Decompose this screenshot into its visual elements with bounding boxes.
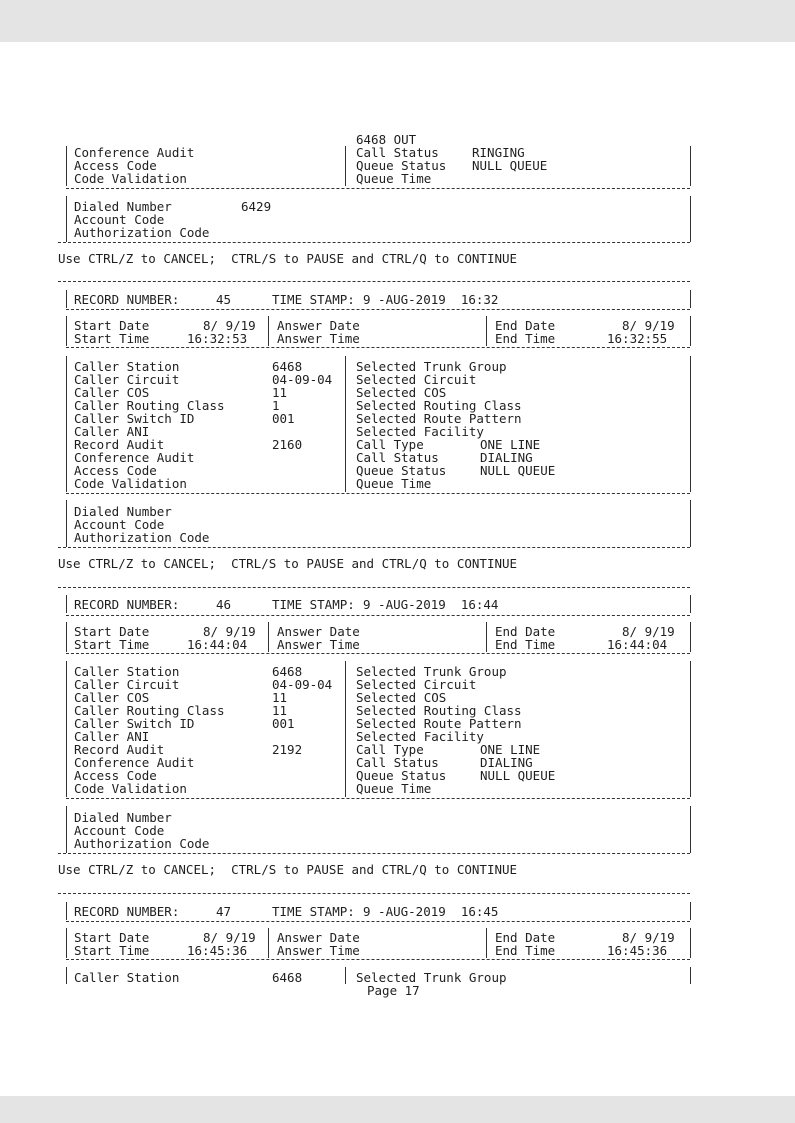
end-date-value: 8/ 9/19 bbox=[622, 624, 675, 639]
caller-switch-id-value: 001 bbox=[272, 411, 295, 426]
border-left bbox=[66, 902, 67, 920]
border-left bbox=[66, 928, 67, 958]
queue-status-label: Queue Status bbox=[356, 158, 447, 173]
queue-time-label: Queue Time bbox=[356, 476, 432, 491]
column-divider bbox=[486, 316, 487, 346]
account-code-label: Account Code bbox=[74, 517, 165, 532]
column-divider bbox=[268, 316, 269, 346]
border-right bbox=[690, 500, 691, 547]
continue-prompt: Use CTRL/Z to CANCEL; CTRL/S to PAUSE and CTRL/Q to CONTINUE bbox=[58, 556, 518, 571]
record-number-value: 47 bbox=[216, 904, 232, 919]
start-time-label: Start Time bbox=[74, 331, 150, 346]
time-stamp-value: 9 -AUG-2019 16:32 bbox=[363, 292, 499, 307]
code-validation-label: Code Validation bbox=[74, 476, 187, 491]
call-status-label: Call Status bbox=[356, 755, 439, 770]
end-time-label: End Time bbox=[495, 331, 556, 346]
selected-trunk-group-label: Selected Trunk Group bbox=[356, 359, 507, 374]
column-divider bbox=[486, 928, 487, 958]
time-stamp-label: TIME STAMP: bbox=[272, 597, 355, 612]
selected-circuit-label: Selected Circuit bbox=[356, 372, 477, 387]
queue-status-value: NULL QUEUE bbox=[480, 463, 556, 478]
page-number: Page 17 bbox=[367, 983, 420, 998]
record-number-label: RECORD NUMBER: bbox=[74, 292, 180, 307]
access-code-label: Access Code bbox=[74, 158, 157, 173]
authorization-code-label: Authorization Code bbox=[74, 225, 210, 240]
caller-cos-label: Caller COS bbox=[74, 690, 150, 705]
start-date-value: 8/ 9/19 bbox=[203, 318, 256, 333]
time-stamp-label: TIME STAMP: bbox=[272, 904, 355, 919]
selected-circuit-label: Selected Circuit bbox=[356, 677, 477, 692]
answer-date-label: Answer Date bbox=[277, 624, 360, 639]
caller-ani-label: Caller ANI bbox=[74, 729, 150, 744]
divider bbox=[66, 309, 690, 310]
selected-cos-label: Selected COS bbox=[356, 690, 447, 705]
queue-status-label: Queue Status bbox=[356, 463, 447, 478]
conference-audit-label: Conference Audit bbox=[74, 145, 195, 160]
caller-circuit-label: Caller Circuit bbox=[74, 677, 180, 692]
continue-prompt: Use CTRL/Z to CANCEL; CTRL/S to PAUSE and CTRL/Q to CONTINUE bbox=[58, 251, 518, 266]
start-time-value: 16:32:53 bbox=[187, 331, 248, 346]
access-code-label: Access Code bbox=[74, 463, 157, 478]
border-right bbox=[690, 622, 691, 652]
start-time-value: 16:45:36 bbox=[187, 943, 248, 958]
border-left bbox=[66, 622, 67, 652]
border-right bbox=[690, 928, 691, 958]
record-number-label: RECORD NUMBER: bbox=[74, 904, 180, 919]
caller-routing-class-label: Caller Routing Class bbox=[74, 703, 225, 718]
caller-circuit-value: 04-09-04 bbox=[272, 372, 333, 387]
border-left bbox=[66, 661, 67, 797]
border-right bbox=[690, 661, 691, 797]
end-time-value: 16:44:04 bbox=[607, 637, 668, 652]
answer-date-label: Answer Date bbox=[277, 930, 360, 945]
border-left bbox=[66, 290, 67, 308]
start-date-label: Start Date bbox=[74, 624, 150, 639]
caller-switch-id-label: Caller Switch ID bbox=[74, 716, 195, 731]
record-number-label: RECORD NUMBER: bbox=[74, 597, 180, 612]
call-status-label: Call Status bbox=[356, 145, 439, 160]
column-divider bbox=[486, 622, 487, 652]
answer-time-label: Answer Time bbox=[277, 331, 360, 346]
end-date-value: 8/ 9/19 bbox=[622, 930, 675, 945]
border-right bbox=[690, 290, 691, 308]
call-type-label: Call Type bbox=[356, 437, 424, 452]
caller-cos-value: 11 bbox=[272, 690, 288, 705]
border-right bbox=[690, 316, 691, 346]
caller-station-value: 6468 bbox=[272, 359, 303, 374]
answer-time-label: Answer Time bbox=[277, 637, 360, 652]
caller-routing-class-value: 1 bbox=[272, 398, 280, 413]
selected-trunk-group-label: Selected Trunk Group bbox=[356, 970, 507, 985]
border-left bbox=[66, 500, 67, 547]
account-code-label: Account Code bbox=[74, 823, 165, 838]
divider bbox=[66, 615, 690, 616]
dialed-number-label: Dialed Number bbox=[74, 810, 172, 825]
facility-value: 6468 OUT bbox=[356, 132, 417, 147]
column-divider bbox=[268, 622, 269, 652]
divider bbox=[66, 959, 690, 960]
column-divider bbox=[345, 146, 346, 186]
divider bbox=[66, 798, 690, 799]
caller-routing-class-value: 11 bbox=[272, 703, 288, 718]
continue-prompt: Use CTRL/Z to CANCEL; CTRL/S to PAUSE and CTRL/Q to CONTINUE bbox=[58, 862, 518, 877]
start-time-label: Start Time bbox=[74, 943, 150, 958]
record-audit-value: 2160 bbox=[272, 437, 303, 452]
selected-trunk-group-label: Selected Trunk Group bbox=[356, 664, 507, 679]
caller-station-value: 6468 bbox=[272, 664, 303, 679]
end-date-label: End Date bbox=[495, 930, 556, 945]
border-left bbox=[66, 146, 67, 186]
start-time-value: 16:44:04 bbox=[187, 637, 248, 652]
caller-circuit-label: Caller Circuit bbox=[74, 372, 180, 387]
selected-facility-label: Selected Facility bbox=[356, 729, 484, 744]
code-validation-label: Code Validation bbox=[74, 781, 187, 796]
queue-status-value: NULL QUEUE bbox=[472, 158, 548, 173]
record-number-value: 45 bbox=[216, 292, 232, 307]
selected-routing-class-label: Selected Routing Class bbox=[356, 703, 522, 718]
end-time-value: 16:32:55 bbox=[607, 331, 668, 346]
column-divider bbox=[268, 928, 269, 958]
border-left bbox=[66, 967, 67, 984]
record-number-value: 46 bbox=[216, 597, 232, 612]
caller-cos-value: 11 bbox=[272, 385, 288, 400]
column-divider bbox=[345, 967, 346, 984]
start-date-label: Start Date bbox=[74, 318, 150, 333]
border-right bbox=[690, 146, 691, 186]
divider bbox=[66, 921, 690, 922]
time-stamp-value: 9 -AUG-2019 16:44 bbox=[363, 597, 499, 612]
call-type-value: ONE LINE bbox=[480, 742, 541, 757]
selected-route-pattern-label: Selected Route Pattern bbox=[356, 411, 522, 426]
call-status-value: RINGING bbox=[472, 145, 525, 160]
queue-status-label: Queue Status bbox=[356, 768, 447, 783]
column-divider bbox=[345, 661, 346, 797]
selected-facility-label: Selected Facility bbox=[356, 424, 484, 439]
call-type-label: Call Type bbox=[356, 742, 424, 757]
divider bbox=[66, 188, 690, 189]
divider bbox=[58, 547, 690, 548]
queue-status-value: NULL QUEUE bbox=[480, 768, 556, 783]
border-left bbox=[66, 316, 67, 346]
answer-date-label: Answer Date bbox=[277, 318, 360, 333]
start-date-label: Start Date bbox=[74, 930, 150, 945]
caller-cos-label: Caller COS bbox=[74, 385, 150, 400]
record-audit-label: Record Audit bbox=[74, 437, 165, 452]
border-left bbox=[66, 356, 67, 492]
answer-time-label: Answer Time bbox=[277, 943, 360, 958]
queue-time-label: Queue Time bbox=[356, 781, 432, 796]
end-date-value: 8/ 9/19 bbox=[622, 318, 675, 333]
call-status-value: DIALING bbox=[480, 450, 533, 465]
divider bbox=[66, 653, 690, 654]
authorization-code-label: Authorization Code bbox=[74, 836, 210, 851]
caller-circuit-value: 04-09-04 bbox=[272, 677, 333, 692]
conference-audit-label: Conference Audit bbox=[74, 755, 195, 770]
divider bbox=[58, 242, 690, 243]
time-stamp-value: 9 -AUG-2019 16:45 bbox=[363, 904, 499, 919]
border-right bbox=[690, 356, 691, 492]
caller-station-label: Caller Station bbox=[74, 664, 180, 679]
account-code-label: Account Code bbox=[74, 212, 165, 227]
column-divider bbox=[345, 356, 346, 492]
caller-station-label: Caller Station bbox=[74, 970, 180, 985]
dialed-number-value: 6429 bbox=[241, 199, 272, 214]
end-time-label: End Time bbox=[495, 637, 556, 652]
caller-station-label: Caller Station bbox=[74, 359, 180, 374]
start-date-value: 8/ 9/19 bbox=[203, 930, 256, 945]
authorization-code-label: Authorization Code bbox=[74, 530, 210, 545]
end-date-label: End Date bbox=[495, 318, 556, 333]
time-stamp-label: TIME STAMP: bbox=[272, 292, 355, 307]
border-right bbox=[690, 595, 691, 613]
end-time-label: End Time bbox=[495, 943, 556, 958]
queue-time-label: Queue Time bbox=[356, 171, 432, 186]
border-left bbox=[66, 595, 67, 613]
top-scan-border bbox=[0, 0, 795, 42]
conference-audit-label: Conference Audit bbox=[74, 450, 195, 465]
divider bbox=[66, 493, 690, 494]
call-type-value: ONE LINE bbox=[480, 437, 541, 452]
caller-switch-id-label: Caller Switch ID bbox=[74, 411, 195, 426]
divider bbox=[58, 893, 690, 894]
selected-cos-label: Selected COS bbox=[356, 385, 447, 400]
end-date-label: End Date bbox=[495, 624, 556, 639]
border-left bbox=[66, 196, 67, 242]
call-status-label: Call Status bbox=[356, 450, 439, 465]
start-time-label: Start Time bbox=[74, 637, 150, 652]
border-left bbox=[66, 806, 67, 853]
end-time-value: 16:45:36 bbox=[607, 943, 668, 958]
caller-ani-label: Caller ANI bbox=[74, 424, 150, 439]
selected-route-pattern-label: Selected Route Pattern bbox=[356, 716, 522, 731]
record-audit-label: Record Audit bbox=[74, 742, 165, 757]
access-code-label: Access Code bbox=[74, 768, 157, 783]
border-right bbox=[690, 902, 691, 920]
caller-switch-id-value: 001 bbox=[272, 716, 295, 731]
dialed-number-label: Dialed Number bbox=[74, 199, 172, 214]
border-right bbox=[690, 806, 691, 853]
divider bbox=[66, 347, 690, 348]
call-status-value: DIALING bbox=[480, 755, 533, 770]
code-validation-label: Code Validation bbox=[74, 171, 187, 186]
border-right bbox=[690, 196, 691, 242]
divider bbox=[58, 587, 690, 588]
caller-routing-class-label: Caller Routing Class bbox=[74, 398, 225, 413]
divider bbox=[58, 281, 690, 282]
border-right bbox=[690, 967, 691, 984]
divider bbox=[58, 853, 690, 854]
bottom-scan-border bbox=[0, 1096, 795, 1123]
caller-station-value: 6468 bbox=[272, 970, 303, 985]
record-audit-value: 2192 bbox=[272, 742, 303, 757]
selected-routing-class-label: Selected Routing Class bbox=[356, 398, 522, 413]
start-date-value: 8/ 9/19 bbox=[203, 624, 256, 639]
dialed-number-label: Dialed Number bbox=[74, 504, 172, 519]
